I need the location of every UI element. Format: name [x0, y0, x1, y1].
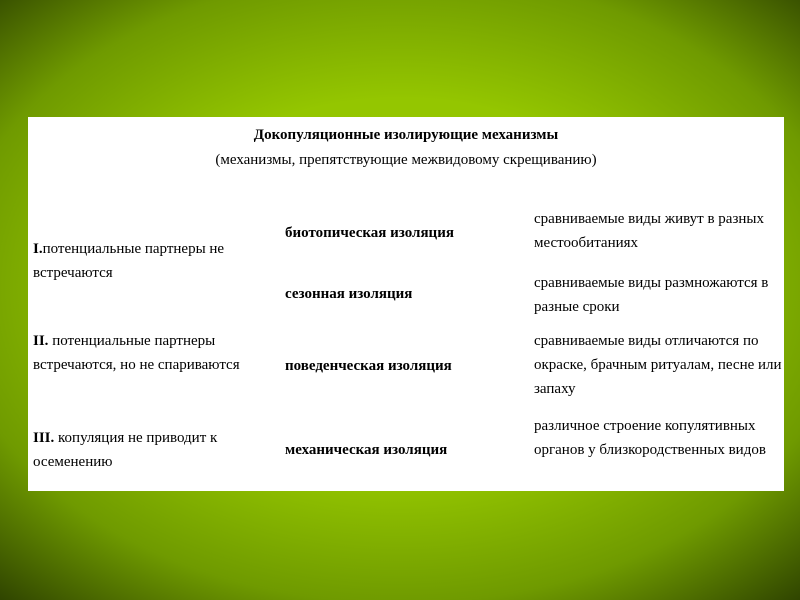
mechanism-description: различное строение копулятивных органов у близкородственных видов — [534, 418, 766, 458]
content-panel — [28, 117, 784, 491]
mechanism-name: сезонная изоляция — [285, 286, 413, 302]
type-text: потенциальные партнеры не встречаются — [33, 241, 225, 281]
isolation-type-3 — [33, 426, 273, 474]
mechanism-name: механическая изоляция — [285, 442, 448, 458]
table-subtitle: (механизмы, препятствующие межвидовому скрещиванию) — [215, 152, 597, 168]
isolation-type-2 — [33, 329, 273, 377]
table-title: Докопуляционные изолирующие механизмы — [253, 127, 559, 143]
mechanism-description: сравниваемые виды отличаются по окраске, брачным ритуалам, песне или запаху — [534, 333, 782, 397]
type-numeral: I. — [33, 241, 43, 257]
mechanism-name: биотопическая изоляция — [285, 225, 454, 241]
type-numeral: III. — [33, 430, 55, 446]
type-text: копуляция не приводит к осеменению — [33, 430, 218, 470]
mechanism-description: сравниваемые виды живут в разных местообитаниях — [534, 211, 764, 251]
type-numeral: II. — [33, 333, 49, 349]
mechanism-name: поведенческая изоляция — [285, 358, 452, 374]
type-text: потенциальные партнеры встречаются, но не спариваются — [33, 333, 240, 373]
mechanism-description: сравниваемые виды размножаются в разные сроки — [534, 275, 769, 315]
isolation-type-1 — [33, 237, 273, 285]
